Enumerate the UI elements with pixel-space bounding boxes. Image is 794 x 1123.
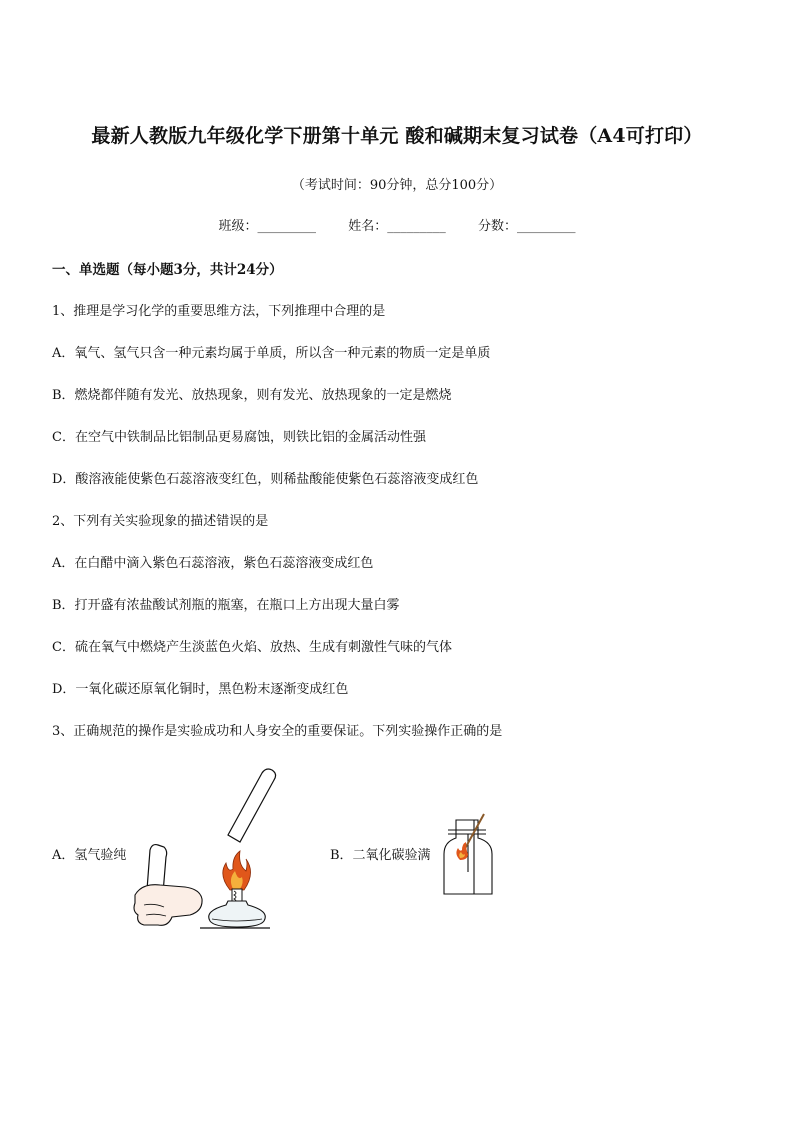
question-1-option-a: A．氧气、氢气只含一种元素均属于单质，所以含一种元素的物质一定是单质 (52, 346, 491, 361)
question-3-option-b-label: B．二氧化碳验满 (330, 848, 431, 863)
gas-bottle (444, 820, 492, 894)
hydrogen-purity-test-figure (130, 765, 280, 935)
question-1-option-c: C．在空气中铁制品比铝制品更易腐蚀，则铁比铝的金属活动性强 (52, 430, 426, 445)
question-3-option-a-label: A．氢气验纯 (52, 848, 127, 863)
class-field[interactable]: 班级：_________ (218, 219, 316, 234)
exam-title: 最新人教版九年级化学下册第十单元 酸和碱期末复习试卷（A4可打印） (91, 125, 703, 147)
question-3-stem: 3、正确规范的操作是实验成功和人身安全的重要保证。下列实验操作正确的是 (52, 724, 503, 739)
section-heading: 一、单选题（每小题3分，共计24分） (52, 262, 283, 278)
co2-full-test-figure (440, 810, 510, 900)
student-info-line (0, 215, 794, 234)
alcohol-lamp-icon (200, 851, 270, 928)
question-1-option-b: B．燃烧都伴随有发光、放热现象，则有发光、放热现象的一定是燃烧 (52, 388, 452, 403)
test-tube-upper (228, 769, 276, 842)
question-2-stem: 2、下列有关实验现象的描述错误的是 (52, 514, 269, 529)
question-2-option-a: A．在白醋中滴入紫色石蕊溶液，紫色石蕊溶液变成红色 (52, 556, 374, 571)
question-1-option-d: D．酸溶液能使紫色石蕊溶液变红色，则稀盐酸能使紫色石蕊溶液变成红色 (52, 472, 479, 487)
question-1-stem: 1、推理是学习化学的重要思维方法，下列推理中合理的是 (52, 304, 386, 319)
score-field[interactable]: 分数：_________ (478, 219, 576, 234)
question-2-option-d: D．一氧化碳还原氧化铜时，黑色粉末逐渐变成红色 (52, 682, 349, 697)
name-field[interactable]: 姓名：_________ (348, 219, 446, 234)
exam-info: （考试时间：90分钟，总分100分） (291, 178, 503, 193)
question-2-option-c: C．硫在氧气中燃烧产生淡蓝色火焰、放热、生成有刺激性气味的气体 (52, 640, 452, 655)
question-2-option-b: B．打开盛有浓盐酸试剂瓶的瓶塞，在瓶口上方出现大量白雾 (52, 598, 400, 613)
